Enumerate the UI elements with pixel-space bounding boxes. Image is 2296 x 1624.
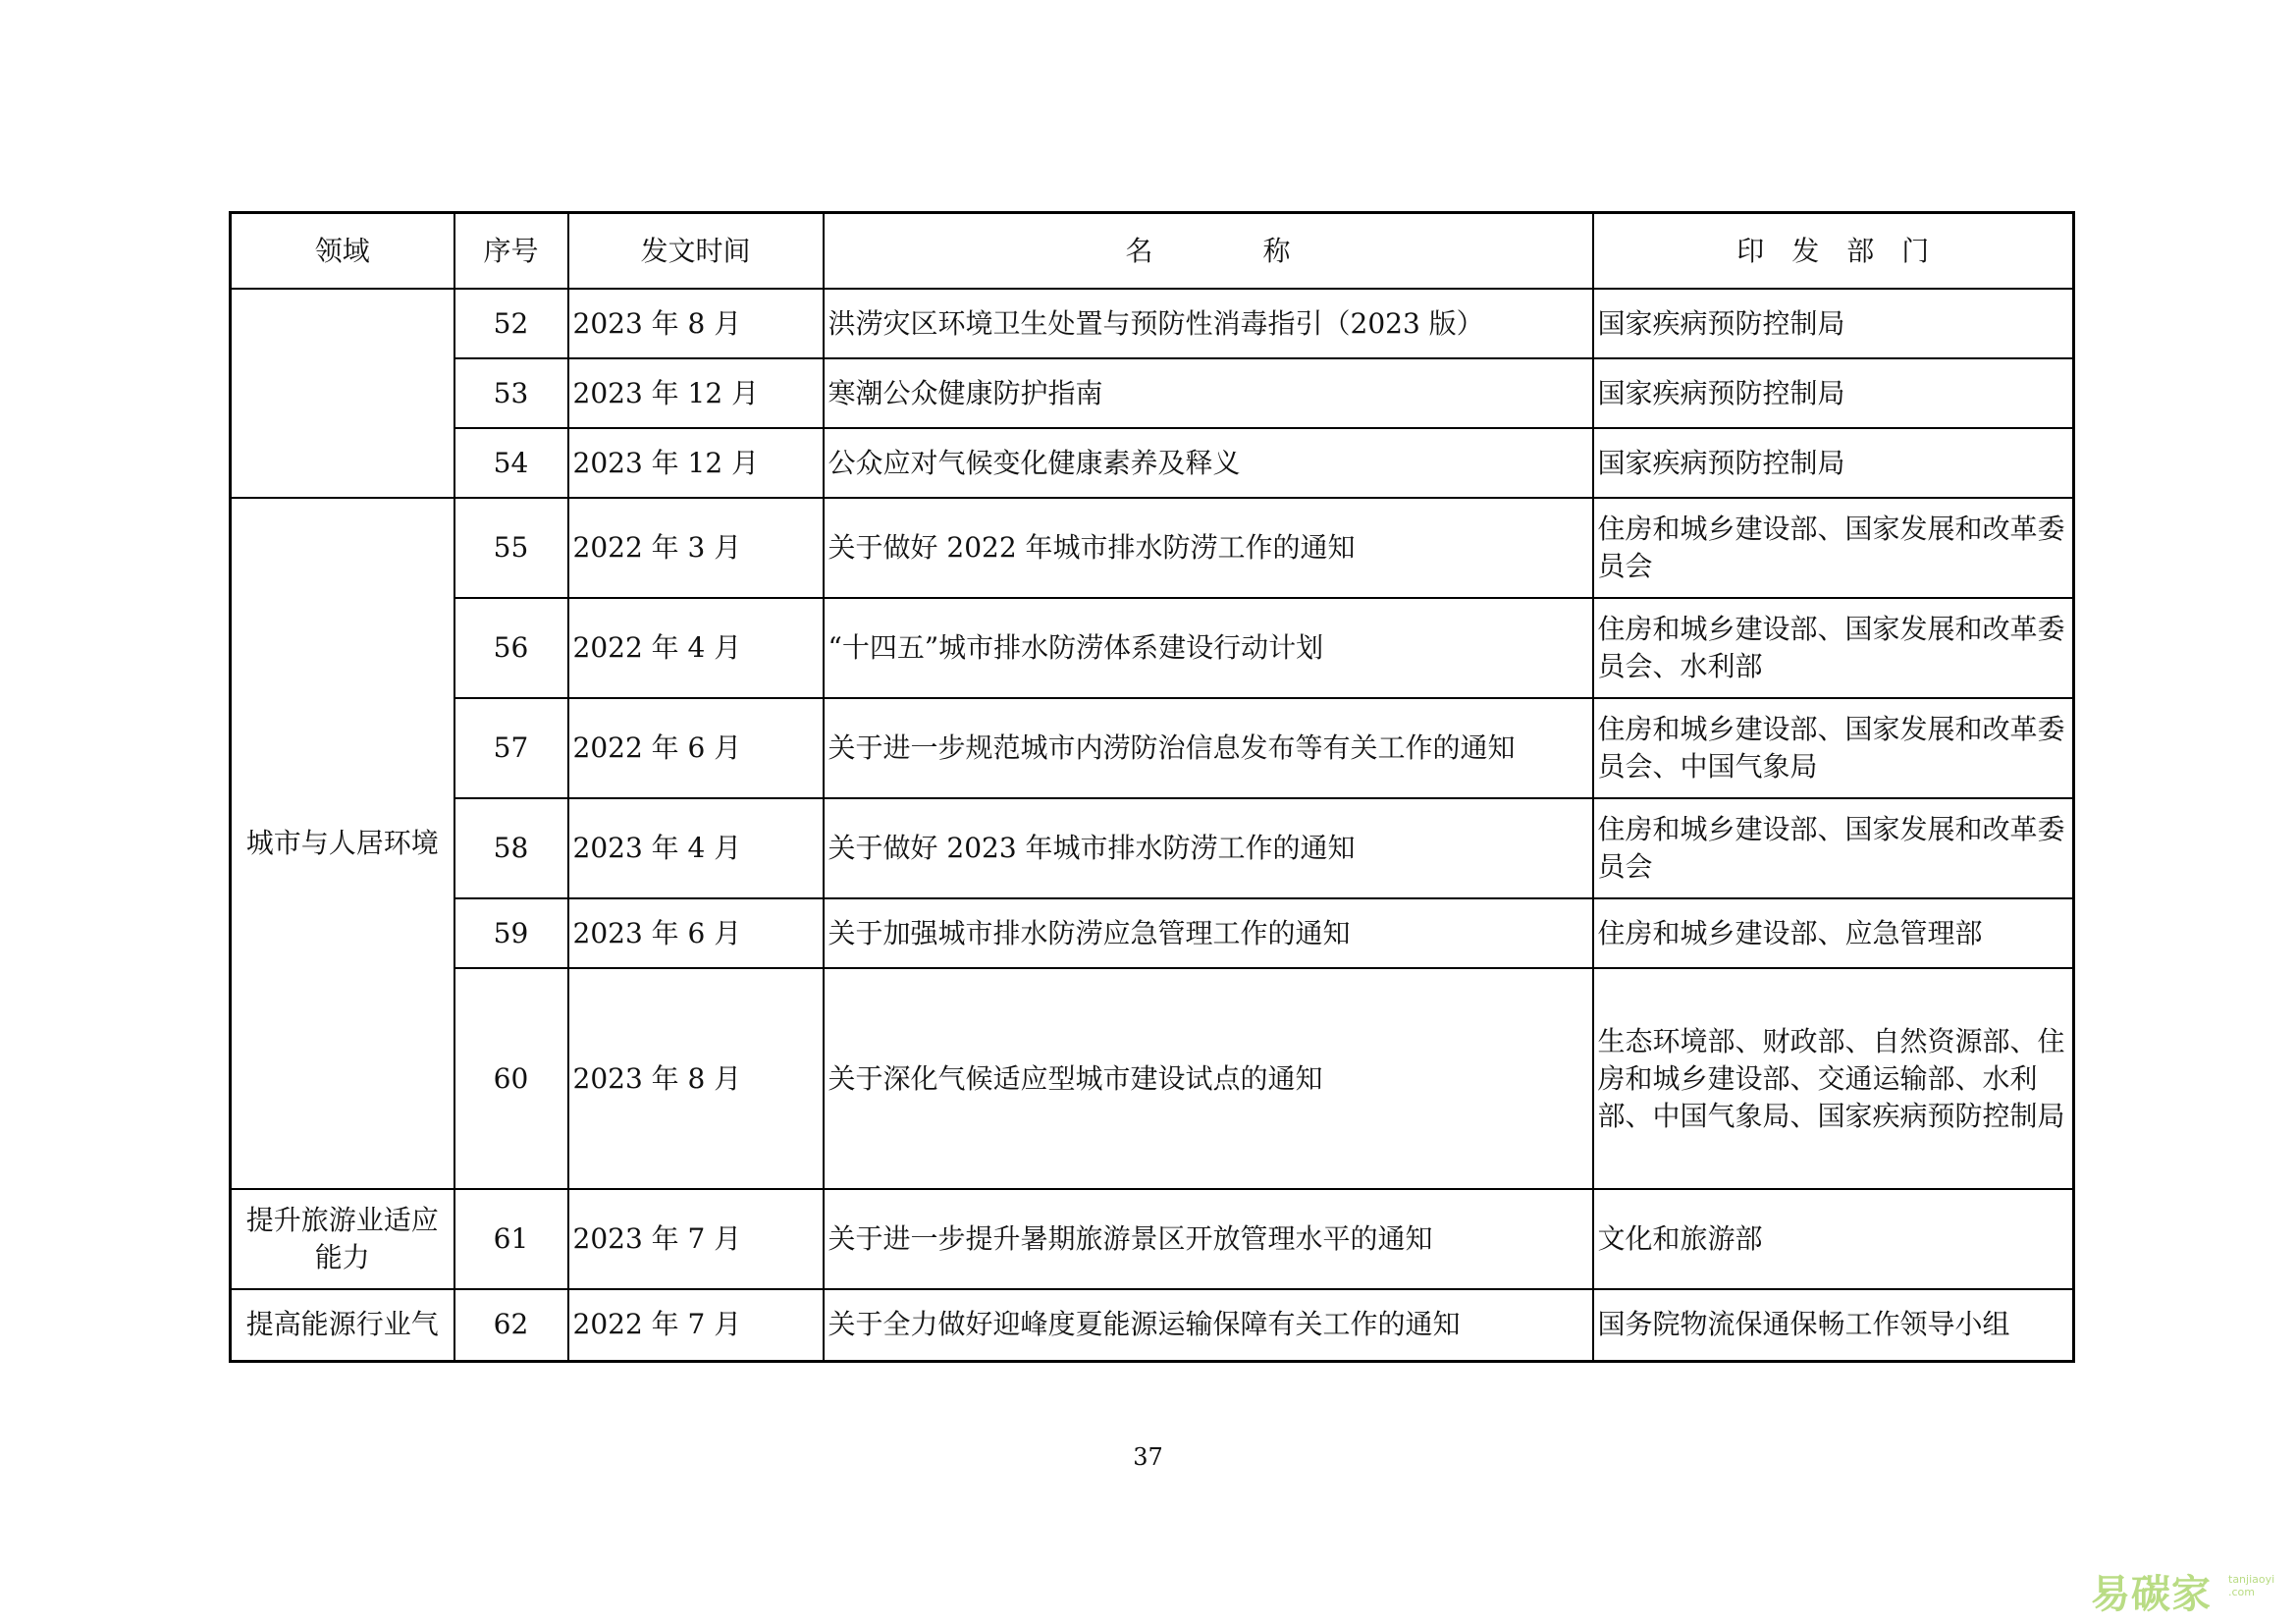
watermark-logo [2091, 1561, 2287, 1615]
row-date: 2023 年 12 月 [568, 428, 824, 498]
field-cell-empty [231, 289, 454, 498]
row-no: 55 [454, 498, 568, 598]
row-dept: 国家疾病预防控制局 [1593, 358, 2074, 428]
row-name: 关于深化气候适应型城市建设试点的通知 [824, 968, 1593, 1189]
row-date: 2023 年 8 月 [568, 968, 824, 1189]
row-dept: 住房和城乡建设部、国家发展和改革委员会、中国气象局 [1593, 698, 2074, 798]
row-name: 关于进一步规范城市内涝防治信息发布等有关工作的通知 [824, 698, 1593, 798]
row-no: 60 [454, 968, 568, 1189]
row-date: 2022 年 3 月 [568, 498, 824, 598]
row-dept: 住房和城乡建设部、国家发展和改革委员会 [1593, 798, 2074, 898]
row-date: 2023 年 7 月 [568, 1189, 824, 1289]
field-urban: 城市与人居环境 [231, 498, 454, 1189]
field-energy: 提高能源行业气 [231, 1289, 454, 1361]
table-row [231, 698, 2074, 798]
row-name: 关于做好 2023 年城市排水防涝工作的通知 [824, 798, 1593, 898]
row-name: 关于进一步提升暑期旅游景区开放管理水平的通知 [824, 1189, 1593, 1289]
page-number: 37 [1133, 1443, 1163, 1471]
row-dept: 住房和城乡建设部、国家发展和改革委员会 [1593, 498, 2074, 598]
row-name: 关于加强城市排水防涝应急管理工作的通知 [824, 898, 1593, 968]
row-dept: 住房和城乡建设部、国家发展和改革委员会、水利部 [1593, 598, 2074, 698]
table-row [231, 598, 2074, 698]
table-row [231, 428, 2074, 498]
row-no: 56 [454, 598, 568, 698]
row-name: 关于全力做好迎峰度夏能源运输保障有关工作的通知 [824, 1289, 1593, 1361]
row-no: 61 [454, 1189, 568, 1289]
row-name: 洪涝灾区环境卫生处置与预防性消毒指引（2023 版） [824, 289, 1593, 358]
row-no: 62 [454, 1289, 568, 1361]
header-field: 领域 [231, 213, 454, 290]
policy-table [229, 211, 2075, 1363]
row-no: 52 [454, 289, 568, 358]
row-date: 2023 年 12 月 [568, 358, 824, 428]
row-dept: 生态环境部、财政部、自然资源部、住房和城乡建设部、交通运输部、水利部、中国气象局、国家疾病预防控制局 [1593, 968, 2074, 1189]
row-date: 2022 年 4 月 [568, 598, 824, 698]
header-dept: 印 发 部 门 [1593, 213, 2074, 290]
table-row [231, 1189, 2074, 1289]
table-row [231, 1289, 2074, 1361]
row-no: 57 [454, 698, 568, 798]
table-row [231, 798, 2074, 898]
row-name: 寒潮公众健康防护指南 [824, 358, 1593, 428]
row-date: 2023 年 4 月 [568, 798, 824, 898]
row-name: “十四五”城市排水防涝体系建设行动计划 [824, 598, 1593, 698]
row-date: 2022 年 6 月 [568, 698, 824, 798]
table-row [231, 898, 2074, 968]
table-header-row [231, 213, 2074, 290]
row-date: 2023 年 8 月 [568, 289, 824, 358]
row-no: 54 [454, 428, 568, 498]
watermark-url: tanjiaoyi .com [2228, 1573, 2275, 1598]
table-row [231, 498, 2074, 598]
row-no: 59 [454, 898, 568, 968]
table-row [231, 289, 2074, 358]
row-date: 2023 年 6 月 [568, 898, 824, 968]
field-tourism: 提升旅游业适应能力 [231, 1189, 454, 1289]
row-dept: 国家疾病预防控制局 [1593, 428, 2074, 498]
row-name: 公众应对气候变化健康素养及释义 [824, 428, 1593, 498]
row-date: 2022 年 7 月 [568, 1289, 824, 1361]
header-no: 序号 [454, 213, 568, 290]
table-row [231, 358, 2074, 428]
row-dept: 住房和城乡建设部、应急管理部 [1593, 898, 2074, 968]
row-no: 53 [454, 358, 568, 428]
row-name: 关于做好 2022 年城市排水防涝工作的通知 [824, 498, 1593, 598]
row-dept: 文化和旅游部 [1593, 1189, 2074, 1289]
row-dept: 国务院物流保通保畅工作领导小组 [1593, 1289, 2074, 1361]
header-date: 发文时间 [568, 213, 824, 290]
row-no: 58 [454, 798, 568, 898]
table-row [231, 968, 2074, 1189]
watermark-text: 易碳家 [2091, 1572, 2212, 1617]
row-dept: 国家疾病预防控制局 [1593, 289, 2074, 358]
header-name: 名 称 [824, 213, 1593, 290]
